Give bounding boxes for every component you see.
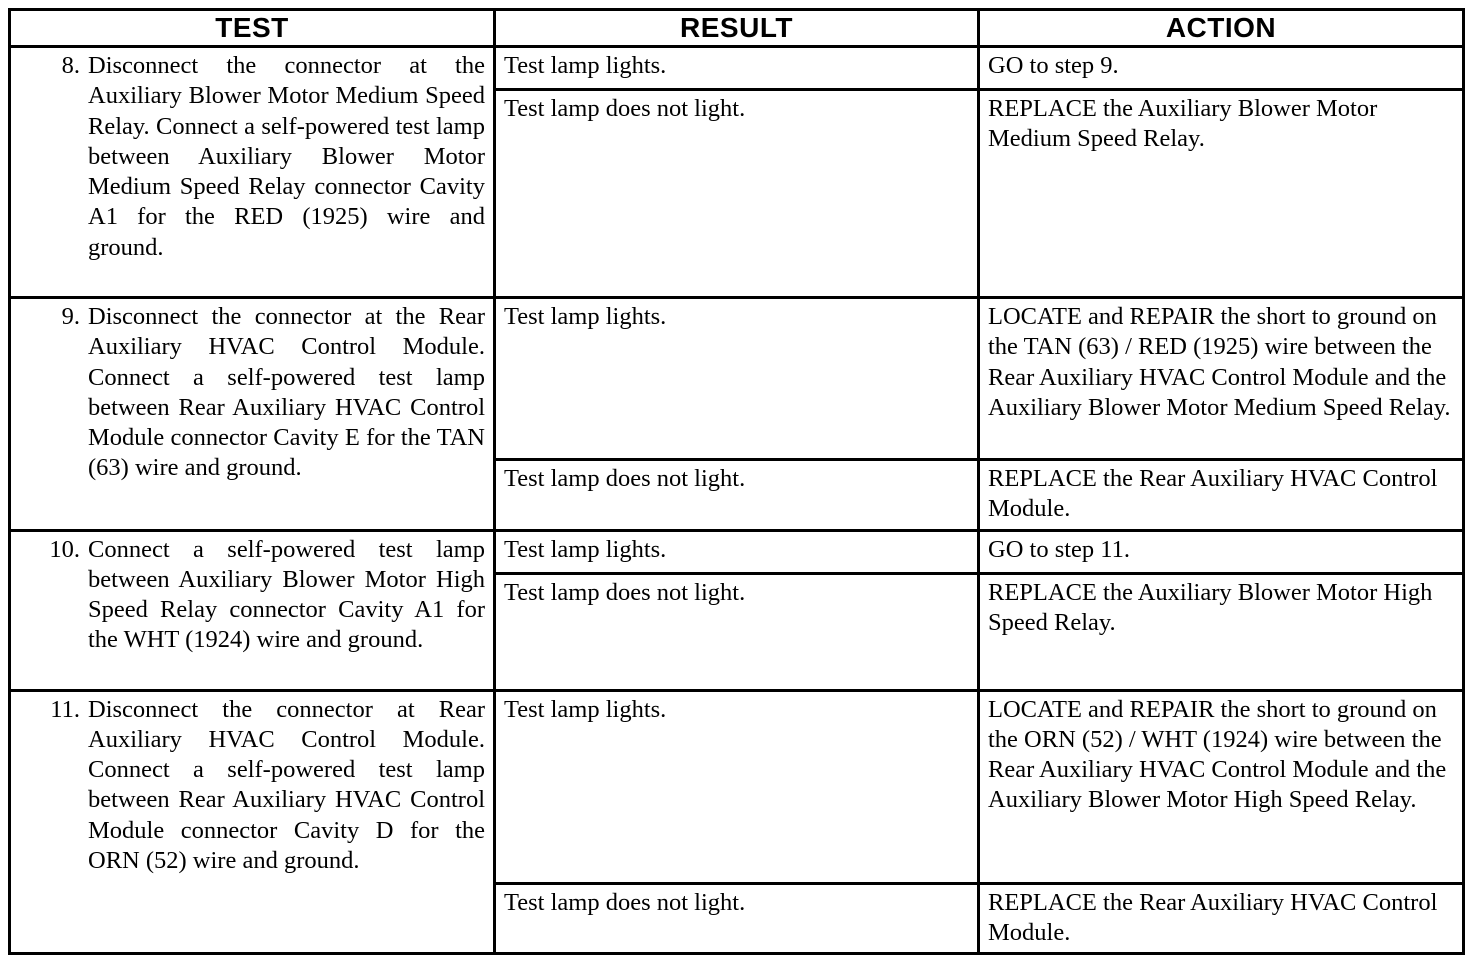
test-cell-step-8 (10, 47, 495, 298)
action-cell: REPLACE the Auxiliary Blower Motor Medium Speed Relay. (979, 90, 1464, 298)
test-instruction: Disconnect the connector at the Auxiliary Blower Motor Medium Speed Relay. Connect a self-powered test lamp between Auxiliary Blower Motor Medium Speed Relay connector Cavity A1 for the RED (1925) wire and ground. (88, 52, 485, 261)
action-cell: GO to step 11. (979, 530, 1464, 573)
result-cell: Test lamp does not light. (495, 883, 979, 954)
step-number: 9. (61, 303, 80, 330)
table-row (10, 530, 1464, 573)
action-cell: REPLACE the Auxiliary Blower Motor High Speed Relay. (979, 573, 1464, 690)
result-cell: Test lamp lights. (495, 690, 979, 883)
step-number: 10. (49, 535, 80, 563)
test-instruction: Connect a self-powered test lamp between Auxiliary Blower Motor High Speed Relay connector Cavity A1 for the WHT (1924) wire and ground. (88, 535, 485, 654)
result-cell: Test lamp does not light. (495, 460, 979, 531)
action-cell: GO to step 9. (979, 47, 1464, 90)
diagnostic-table-sheet (8, 8, 1462, 955)
action-cell: LOCATE and REPAIR the short to ground on the ORN (52) / WHT (1924) wire between the Rear Auxiliary HVAC Control Module and the Auxiliary Blower Motor High Speed Relay. (979, 690, 1464, 883)
action-cell: REPLACE the Rear Auxiliary HVAC Control Module. (979, 460, 1464, 531)
result-cell: Test lamp does not light. (495, 573, 979, 690)
header-result: RESULT (495, 10, 979, 47)
header-test: TEST (10, 10, 495, 47)
result-cell: Test lamp lights. (495, 47, 979, 90)
test-instruction: Disconnect the connector at the Rear Auxiliary HVAC Control Module. Connect a self-powered test lamp between Rear Auxiliary HVAC Control Module connector Cavity E for the TAN (63) wire and ground. (88, 303, 485, 482)
test-cell-step-10 (10, 530, 495, 690)
action-cell: REPLACE the Rear Auxiliary HVAC Control Module. (979, 883, 1464, 954)
result-cell: Test lamp lights. (495, 298, 979, 460)
table-row (10, 298, 1464, 460)
header-row (10, 10, 1464, 47)
step-number: 8. (61, 52, 80, 79)
result-cell: Test lamp does not light. (495, 90, 979, 298)
table-row (10, 47, 1464, 90)
test-cell-step-11 (10, 690, 495, 954)
test-instruction: Disconnect the connector at Rear Auxiliary HVAC Control Module. Connect a self-powered test lamp between Rear Auxiliary HVAC Control Module connector Cavity D for the ORN (52) wire and ground. (88, 695, 485, 875)
test-cell-step-9 (10, 298, 495, 531)
action-cell: LOCATE and REPAIR the short to ground on the TAN (63) / RED (1925) wire between the Rear Auxiliary HVAC Control Module and the Auxiliary Blower Motor Medium Speed Relay. (979, 298, 1464, 460)
table-row (10, 690, 1464, 883)
diagnostic-table (8, 8, 1465, 955)
step-number: 11. (50, 695, 80, 723)
header-action: ACTION (979, 10, 1464, 47)
result-cell: Test lamp lights. (495, 530, 979, 573)
